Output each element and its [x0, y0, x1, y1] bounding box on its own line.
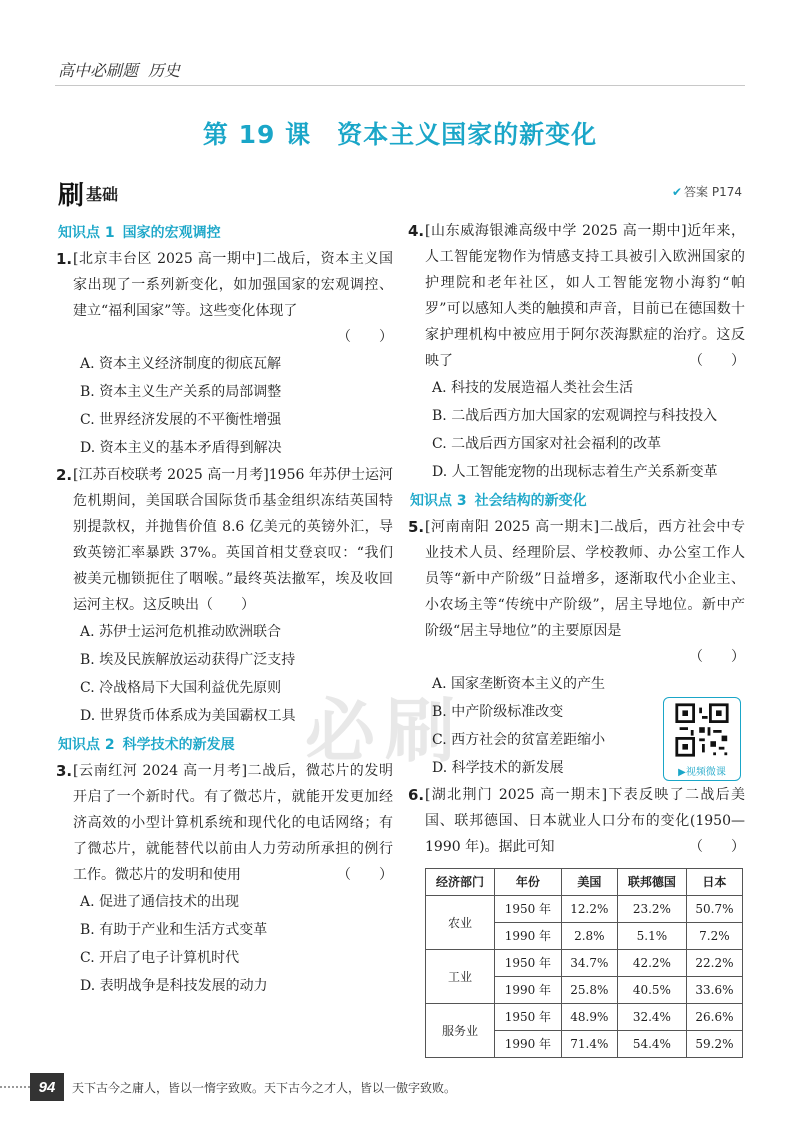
knowledge-point-1 [58, 220, 393, 246]
table-cell: 48.9% [561, 1004, 617, 1031]
option[interactable]: A. 资本主义经济制度的彻底瓦解 [80, 356, 282, 372]
option[interactable]: C. 冷战格局下大国利益优先原则 [80, 680, 282, 696]
question-1 [58, 246, 393, 350]
option[interactable]: C. 西方社会的贫富差距缩小 [432, 732, 606, 748]
question-number: 6. [408, 786, 425, 804]
qr-code-icon [672, 702, 732, 758]
table-row [426, 1004, 743, 1031]
check-icon: ✔ [671, 185, 683, 199]
table-header-row [426, 869, 743, 896]
sector-cell: 农业 [426, 896, 495, 950]
table-header: 美国 [561, 869, 617, 896]
video-qr-card[interactable] [663, 697, 741, 781]
question-stem: [湖北荆门 2025 高一期末]下表反映了二战后美国、联邦德国、日本就业人口分布的变化(1950—1990 年)。据此可知 [425, 787, 745, 855]
option[interactable]: B. 有助于产业和生活方式变革 [80, 922, 268, 938]
table-cell: 71.4% [561, 1031, 617, 1058]
table-cell: 33.6% [686, 977, 742, 1004]
question-number: 4. [408, 222, 425, 240]
question-number: 1. [56, 250, 73, 268]
play-icon: ▶ [678, 767, 686, 778]
table-cell: 54.4% [617, 1031, 686, 1058]
option[interactable]: C. 世界经济发展的不平衡性增强 [80, 412, 282, 428]
question-stem: [北京丰台区 2025 高一期中]二战后，资本主义国家出现了一系列新变化，如加强国家的宏观调控、建立“福利国家”等。这些变化体现了 [73, 251, 393, 319]
table-cell: 1990 年 [494, 1031, 561, 1058]
option[interactable]: A. 国家垄断资本主义的产生 [432, 676, 606, 692]
option[interactable]: C. 开启了电子计算机时代 [80, 950, 240, 966]
option[interactable]: D. 科学技术的新发展 [432, 760, 564, 776]
table-cell: 7.2% [686, 923, 742, 950]
table-cell: 40.5% [617, 977, 686, 1004]
table-cell: 25.8% [561, 977, 617, 1004]
table-cell: 22.2% [686, 950, 742, 977]
option[interactable]: A. 促进了通信技术的出现 [80, 894, 240, 910]
table-cell: 42.2% [617, 950, 686, 977]
table-cell: 1950 年 [494, 896, 561, 923]
option[interactable]: B. 中产阶级标准改变 [432, 704, 564, 720]
answer-blank: （ ） [689, 353, 745, 369]
option[interactable]: C. 二战后西方国家对社会福利的改革 [432, 436, 662, 452]
kp-label: 知识点 3 [410, 493, 467, 509]
question-number: 5. [408, 518, 425, 536]
table-cell: 1950 年 [494, 950, 561, 977]
kp-name: 科学技术的新发展 [122, 737, 235, 753]
knowledge-point-2 [58, 732, 393, 758]
table-cell: 32.4% [617, 1004, 686, 1031]
table-row [426, 950, 743, 977]
table-cell: 1950 年 [494, 1004, 561, 1031]
table-cell: 1990 年 [494, 923, 561, 950]
page-number: 94 [30, 1073, 64, 1101]
answer-blank: （ ） [337, 329, 393, 345]
question-stem: [江苏百校联考 2025 高一月考]1956 年苏伊士运河危机期间，美国联合国际货币基金组织冻结英国特别提款权，并抛售价值 8.6 亿美元的英镑外汇，导致英镑汇率暴跌 37%。英国首相艾登哀叹：“我们被美元枷锁扼住了咽喉。”最终英法撤军，埃及收回运河主权。这反映出 [73, 467, 393, 613]
footer-motto: 天下古今之庸人，皆以一惰字致败。天下古今之才人，皆以一傲字致败。 [72, 1081, 457, 1095]
option[interactable]: D. 世界货币体系成为美国霸权工具 [80, 708, 296, 724]
table-cell: 34.7% [561, 950, 617, 977]
option[interactable]: B. 资本主义生产关系的局部调整 [80, 384, 282, 400]
question-number: 3. [56, 762, 73, 780]
brand-logo: 刷 [58, 181, 85, 211]
option[interactable]: D. 表明战争是科技发展的动力 [80, 978, 268, 994]
kp-label: 知识点 2 [58, 737, 115, 753]
table-cell: 2.8% [561, 923, 617, 950]
qr-label-text: 视频微课 [685, 767, 726, 778]
sector-cell: 工业 [426, 950, 495, 1004]
answer-page: 答案 P174 [684, 185, 742, 199]
table-row [426, 896, 743, 923]
option[interactable]: B. 埃及民族解放运动获得广泛支持 [80, 652, 296, 668]
question-4 [410, 218, 745, 374]
question-stem: [云南红河 2024 高一月考]二战后，微芯片的发明开启了一个新时代。有了微芯片，就能开发更加经济高效的小型计算机系统和现代化的电话网络；有了微芯片，就能替代以前由人力劳动所承担的例行工作。微芯片的发明和使用 [73, 763, 393, 883]
kp-name: 国家的宏观调控 [122, 225, 221, 241]
answer-blank: （ ） [689, 839, 745, 855]
section-brand [58, 175, 118, 212]
lesson-title: 第 19 课 资本主义国家的新变化 [202, 120, 598, 149]
question-number: 2. [56, 466, 73, 484]
table-header: 联邦德国 [617, 869, 686, 896]
table-header: 年份 [494, 869, 561, 896]
question-6 [410, 782, 745, 860]
table-cell: 23.2% [617, 896, 686, 923]
table-cell: 5.1% [617, 923, 686, 950]
question-stem: [河南南阳 2025 高一期末]二战后，西方社会中专业技术人员、经理阶层、学校教师、办公室工作人员等“新中产阶级”日益增多，逐渐取代小企业主、小农场主等“传统中产阶级”，居主导地位。新中产阶级“居主导地位”的主要原因是 [425, 519, 745, 639]
question-3 [58, 758, 393, 888]
option[interactable]: A. 科技的发展造福人类社会生活 [432, 380, 634, 396]
answer-blank: （ ） [689, 649, 745, 665]
kp-name: 社会结构的新变化 [474, 493, 587, 509]
answer-blank: （ ） [337, 867, 393, 883]
table-cell: 59.2% [686, 1031, 742, 1058]
question-5 [410, 514, 745, 670]
watermark: 必刷 [305, 689, 465, 772]
employment-table [425, 868, 743, 1058]
subject-name: 历史 [148, 63, 181, 80]
right-column [410, 218, 745, 1058]
option[interactable]: A. 苏伊士运河危机推动欧洲联合 [80, 624, 282, 640]
option[interactable]: B. 二战后西方加大国家的宏观调控与科技投入 [432, 408, 718, 424]
table-cell: 1990 年 [494, 977, 561, 1004]
kp-label: 知识点 1 [58, 225, 115, 241]
left-column [58, 218, 393, 1000]
book-name: 高中必刷题 [58, 63, 139, 80]
sector-cell: 服务业 [426, 1004, 495, 1058]
knowledge-point-3 [410, 488, 745, 514]
answer-reference [672, 183, 742, 200]
answer-blank: （ ） [199, 597, 255, 613]
header-divider [55, 85, 745, 86]
option[interactable]: D. 资本主义的基本矛盾得到解决 [80, 440, 282, 456]
brand-label: 基础 [86, 185, 119, 204]
table-cell: 26.6% [686, 1004, 742, 1031]
table-header: 日本 [686, 869, 742, 896]
question-stem: [山东威海银滩高级中学 2025 高一期中]近年来，人工智能宠物作为情感支持工具被引入欧洲国家的护理院和老年社区，如人工智能宠物小海豹“帕罗”可以感知人类的触摸和声音，目前已在德国数十家护理机构中被应用于阿尔茨海默症的治疗。这反映了 [425, 223, 745, 369]
footer-dots [0, 1086, 30, 1088]
table-cell: 50.7% [686, 896, 742, 923]
table-header: 经济部门 [426, 869, 495, 896]
option[interactable]: D. 人工智能宠物的出现标志着生产关系新变革 [432, 464, 718, 480]
running-header [58, 58, 180, 81]
question-2 [58, 462, 393, 618]
qr-label [664, 763, 740, 778]
table-cell: 12.2% [561, 896, 617, 923]
